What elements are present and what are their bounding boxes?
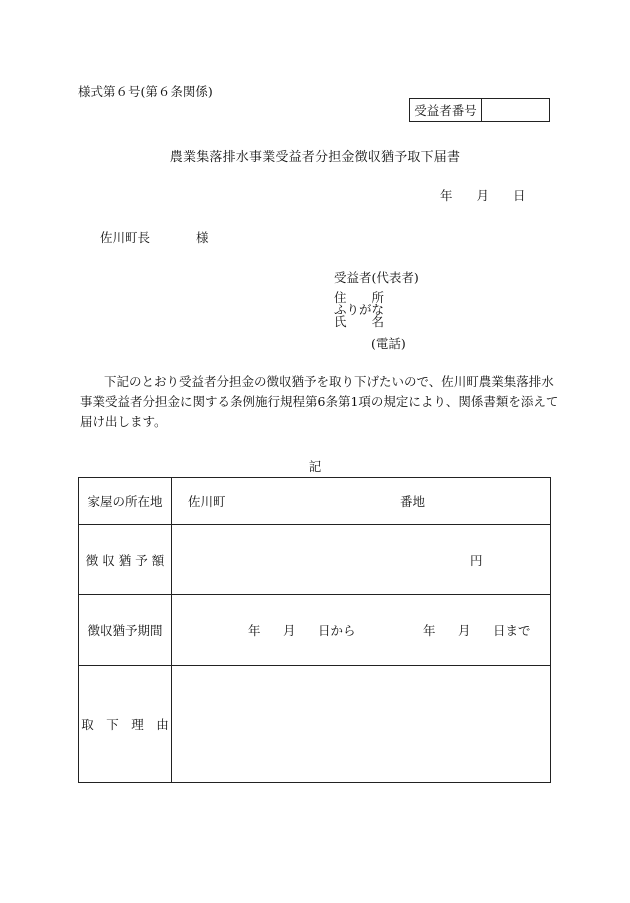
deferral-amount-yen: 円 <box>470 552 483 568</box>
period-to-month: 月 <box>458 623 471 638</box>
house-location-town: 佐川町 <box>188 494 226 509</box>
applicant-address-label: 住 所 <box>334 290 385 305</box>
period-to-year: 年 <box>423 623 436 638</box>
form-number: 様式第６号(第６条関係) <box>78 84 213 99</box>
table-row <box>79 595 551 666</box>
period-to-day: 日まで <box>493 623 531 638</box>
document-title: 農業集落排水事業受益者分担金徴収猶予取下届書 <box>169 150 461 165</box>
date-year: 年 <box>440 188 453 203</box>
deferral-amount-field[interactable] <box>172 525 551 595</box>
body-text <box>80 372 560 432</box>
applicant-furigana-label: ふりがな <box>334 302 385 317</box>
period-from-month: 月 <box>283 623 296 638</box>
withdrawal-reason-label: 取 下 理 由 <box>79 666 172 783</box>
body-text-content: 下記のとおり受益者分担金の徴収猶予を取り下げたいので、佐川町農業集落排水事業受益者分担金に関する条例施行規程第6条第1項の規定により、関係書類を添えて届け出します。 <box>80 374 559 429</box>
table-row <box>79 478 551 525</box>
table-row <box>79 666 551 783</box>
house-location-banchi: 番地 <box>400 494 426 509</box>
deferral-period-field[interactable] <box>172 595 551 666</box>
deferral-amount-label: 徴 収 猶 予 額 <box>79 525 172 595</box>
house-location-field[interactable] <box>172 478 551 525</box>
addressee-name: 佐川町長 <box>100 230 151 245</box>
addressee-honorific: 様 <box>196 230 209 245</box>
table-row <box>79 525 551 595</box>
period-from-year: 年 <box>248 623 261 638</box>
date-month: 月 <box>476 188 490 203</box>
ki-heading: 記 <box>308 459 322 474</box>
applicant-phone-label: (電話) <box>371 336 406 351</box>
withdrawal-reason-field[interactable] <box>172 666 551 783</box>
applicant-heading: 受益者(代表者) <box>334 270 419 285</box>
recipient-number-label: 受益者番号 <box>410 99 482 121</box>
recipient-number-box <box>409 98 550 122</box>
applicant-name-label: 氏 名 <box>334 314 385 329</box>
recipient-number-field[interactable] <box>482 99 549 121</box>
deferral-period-label: 徴収猶予期間 <box>79 595 172 666</box>
date-line <box>440 186 526 204</box>
period-from-day: 日から <box>318 623 356 638</box>
addressee <box>100 228 209 246</box>
detail-table <box>78 477 551 783</box>
date-day: 日 <box>513 188 526 203</box>
house-location-label: 家屋の所在地 <box>79 478 172 525</box>
